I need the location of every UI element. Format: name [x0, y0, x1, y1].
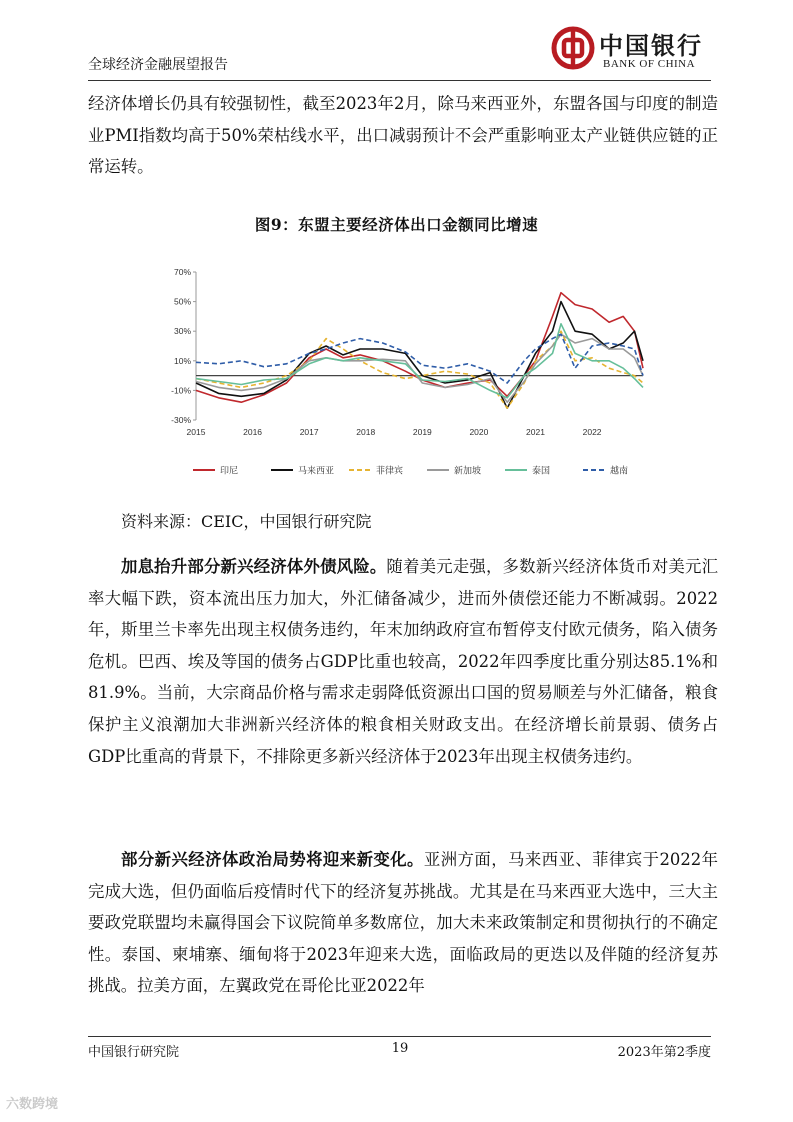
header-divider: [88, 80, 711, 81]
legend-label-0: 印尼: [220, 466, 239, 477]
bank-logo: [549, 24, 711, 76]
watermark: 六数跨境: [6, 1097, 59, 1112]
paragraph-2-lead: 加息抬升部分新兴经济体外债风险。: [121, 557, 387, 576]
footer-divider: [88, 1036, 711, 1037]
y-tick-label: -10%: [171, 385, 191, 396]
paragraph-2-body: 随着美元走强，多数新兴经济体货币对美元汇率大幅下跌，资本流出压力加大，外汇储备减少，进而外债偿还能力不断减弱。2022年，斯里兰卡率先出现主权债务违约，年末加纳政府宣布暂停支付欧元债务，陷入债务危机。巴西、埃及等国的债务占GDP比重也较高，2022年四季度比重分别达85.1%和81.9%。当前，大宗商品价格与需求走弱降低资源出口国的贸易顺差与外汇储备，粮食保护主义浪潮加大非洲新兴经济体的粮食相关财政支出。在经济增长前景弱、债务占GDP比重高的背景下，不排除更多新兴经济体于2023年出现主权债务违约。: [88, 557, 718, 766]
footer-quarter: 2023年第2季度: [617, 1045, 711, 1060]
paragraph-3-lead: 部分新兴经济体政治局势将迎来新变化。: [121, 850, 424, 869]
y-tick-label: 30%: [173, 326, 191, 337]
page-header: [88, 20, 711, 78]
logo-english-name: BANK OF CHINA: [603, 58, 696, 70]
x-tick-label: 2019: [412, 427, 432, 437]
page-number: 19: [391, 1041, 409, 1056]
y-tick-label: 50%: [173, 296, 191, 307]
logo-chinese-name: 中国银行: [599, 31, 703, 60]
series-line-0: [196, 293, 643, 403]
x-tick-label: 2020: [469, 427, 489, 437]
paragraph-2: [88, 551, 718, 772]
bank-logo-emblem-icon: [551, 26, 595, 70]
y-tick-label: 70%: [173, 267, 191, 277]
legend-label-2: 菲律宾: [376, 466, 404, 477]
paragraph-3: [88, 844, 718, 1002]
x-tick-label: 2016: [243, 427, 263, 437]
x-tick-label: 2022: [582, 427, 602, 437]
legend-label-4: 泰国: [532, 466, 551, 477]
figure-source: 资料来源：CEIC，中国银行研究院: [121, 512, 372, 531]
paragraph-3-body: 亚洲方面，马来西亚、菲律宾于2022年完成大选，但仍面临后疫情时代下的经济复苏挑战。尤其是在马来西亚大选中，三大主要政党联盟均未赢得国会下议院简单多数席位，加大未来政策制定和贯彻执行的不确定性。泰国、柬埔寨、缅甸将于2023年迎来大选，面临政局的更迭以及伴随的经济复苏挑战。拉美方面，左翼政党在哥伦比亚2022年: [88, 850, 719, 996]
x-tick-label: 2018: [356, 427, 376, 437]
paragraph-1: 经济体增长仍具有较强韧性，截至2023年2月，除马来西亚外，东盟各国与印度的制造业PMI指数均高于50%荣枯线水平，出口减弱预计不会严重影响亚太产业链供应链的正常运转。: [88, 94, 718, 177]
series-line-1: [196, 302, 643, 409]
x-tick-label: 2021: [526, 427, 545, 437]
figure-title: 图9：东盟主要经济体出口金额同比增速: [254, 215, 539, 234]
x-tick-label: 2017: [299, 427, 319, 437]
legend-label-1: 马来西亚: [298, 466, 335, 477]
y-tick-label: -30%: [171, 415, 191, 425]
export-growth-chart: [158, 262, 658, 487]
legend-label-5: 越南: [610, 466, 629, 477]
report-title: 全球经济金融展望报告: [88, 57, 228, 73]
legend-label-3: 新加坡: [454, 466, 482, 477]
footer-institute: 中国银行研究院: [88, 1045, 180, 1060]
chart-svg: [158, 262, 658, 487]
x-tick-label: 2015: [186, 427, 206, 437]
y-tick-label: 10%: [173, 355, 191, 366]
